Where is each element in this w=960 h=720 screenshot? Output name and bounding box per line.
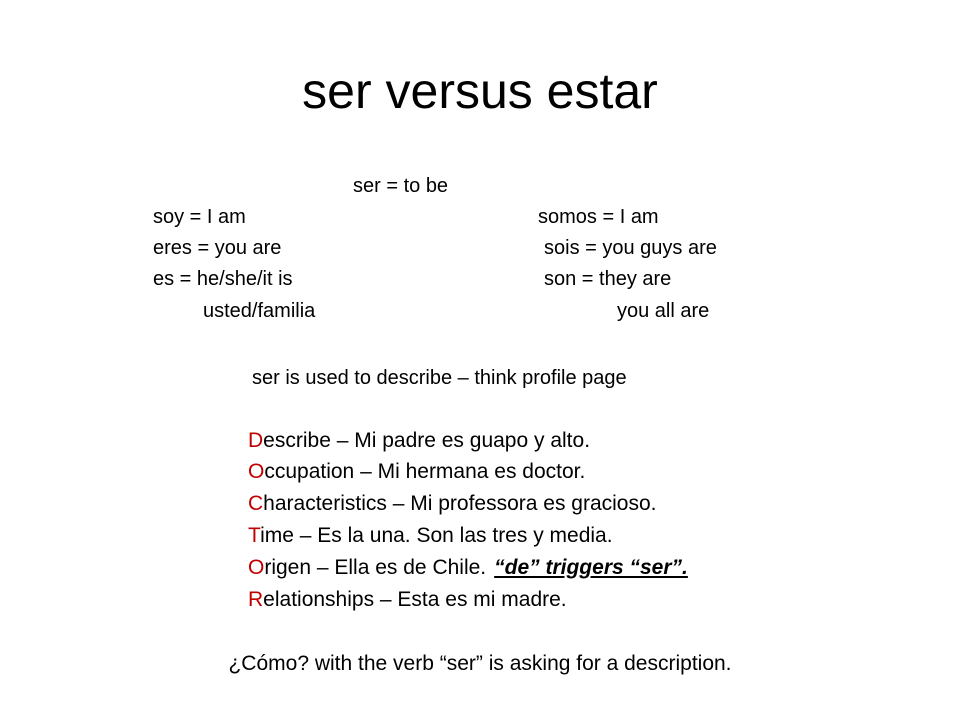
doctor-initial: T — [248, 524, 261, 547]
conjugation-soy: soy = I am — [153, 206, 246, 228]
doctor-item-occupation — [248, 458, 585, 486]
doctor-text: ime – Es la una. Son las tres y media. — [260, 524, 613, 547]
conjugation-sois: sois = you guys are — [544, 237, 717, 259]
describe-intro: ser is used to describe – think profile page — [252, 367, 627, 389]
doctor-initial: R — [248, 588, 264, 611]
doctor-text: escribe – Mi padre es guapo y alto. — [263, 429, 591, 452]
doctor-initial: O — [248, 460, 265, 483]
doctor-text: haracteristics – Mi professora es gracioso. — [263, 492, 657, 515]
doctor-item-describe — [248, 427, 590, 455]
doctor-text: ccupation – Mi hermana es doctor. — [264, 460, 586, 483]
doctor-text: elationships – Esta es mi madre. — [263, 588, 567, 611]
conjugation-somos: somos = I am — [538, 206, 659, 228]
ser-definition: ser = to be — [353, 175, 449, 197]
como-note: ¿Cómo? with the verb “ser” is asking for a description. — [228, 652, 732, 675]
doctor-item-characteristics — [248, 490, 657, 518]
doctor-item-origen — [248, 554, 688, 582]
doctor-item-time — [248, 522, 613, 550]
slide-title: ser versus estar — [302, 63, 658, 119]
doctor-item-relationships — [248, 586, 567, 614]
conjugation-es: es = he/she/it is — [153, 268, 293, 290]
conjugation-eres: eres = you are — [153, 237, 282, 259]
de-triggers-ser-note: “de” triggers “ser”. — [494, 556, 688, 579]
doctor-text: rigen – Ella es de Chile. — [264, 556, 487, 579]
doctor-initial: D — [248, 429, 264, 452]
conjugation-usted-note: usted/familia — [203, 300, 316, 322]
conjugation-you-all-note: you all are — [617, 300, 710, 322]
doctor-initial: O — [248, 556, 265, 579]
conjugation-son: son = they are — [544, 268, 672, 290]
doctor-initial: C — [248, 492, 264, 515]
